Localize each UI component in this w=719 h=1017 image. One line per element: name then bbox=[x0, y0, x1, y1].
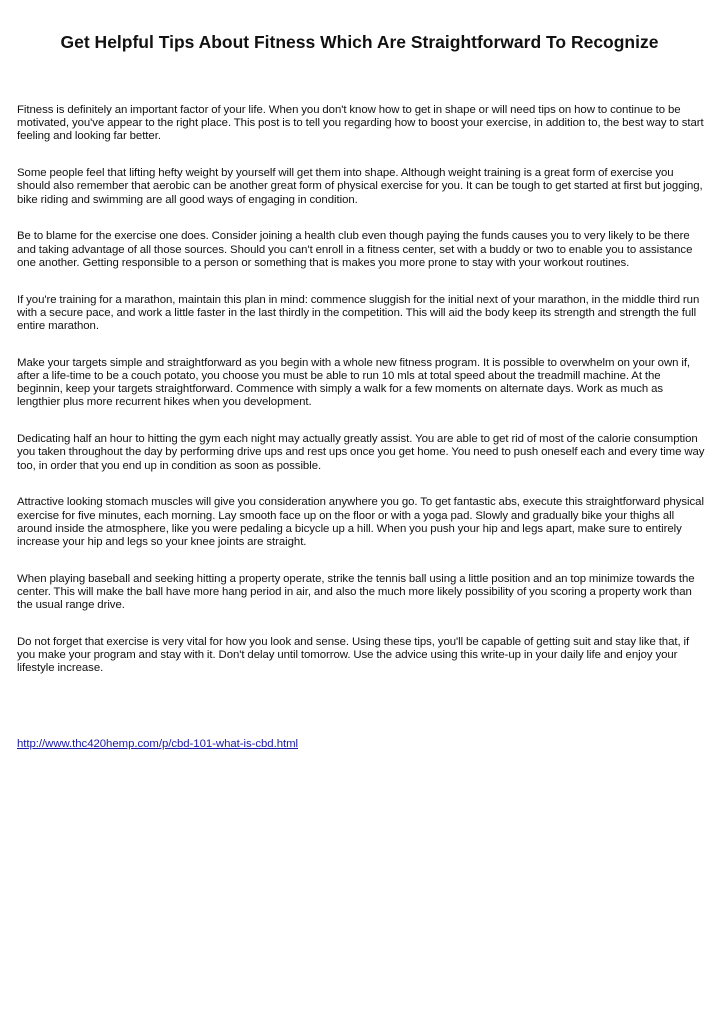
paragraph-3: Be to blame for the exercise one does. Consider joining a health club even though paying the funds causes you to very likely to be there and taking advantage of all those sources. Should you can't enroll in a fitness center, set with a buddy or two to enable you to assistance one another. Getting responsible to a person or something that is makes you more prone to stay with your workout routines. bbox=[17, 230, 693, 269]
paragraph-7: Attractive looking stomach muscles will give you consideration anywhere you go. To get fantastic abs, execute this straightforward physical exercise for five minutes, each morning. Lay smooth face up on the floor or with a yoga pad. Slowly and gradually bike your thighs all around inside the atmosphere, like you were pedaling a bicycle up a hill. When you push your hip and legs apart, make sure to entirely increase your hip and legs so your knee joints are straight. bbox=[17, 496, 704, 549]
page-title: Get Helpful Tips About Fitness Which Are Straightforward To Recognize bbox=[60, 32, 659, 52]
paragraph-1: Fitness is definitely an important factor of your life. When you don't know how to get in shape or will need tips on how to continue to be motivated, you've appear to the right place. This post is to tell you regarding how to boost your exercise, in addition to, the best way to start feeling and looking far better. bbox=[17, 104, 704, 143]
paragraph-5: Make your targets simple and straightforward as you begin with a whole new fitness program. It is possible to overwhelm on your own if, after a life-time to be a couch potato, you choose you must be able to run 10 mls at total speed about the treadmill machine. At the beginnin, keep your targets straightforward. Commence with simply a walk for a few moments on alternate days. Work as much as lengthier plus more recurrent hikes when you development. bbox=[17, 356, 691, 409]
paragraph-9: Do not forget that exercise is very vital for how you look and sense. Using these tips, you'll be capable of getting suit and stay like that, if you make your program and stay with it. Don't delay until tomorrow. Use the advice using this write-up in your daily life and enjoy your lifestyle increase. bbox=[17, 636, 690, 675]
article-body bbox=[17, 104, 705, 699]
paragraph-4: If you're training for a marathon, maintain this plan in mind: commence sluggish for the initial next of your marathon, in the middle third run with a secure pace, and work a little faster in the last thirdly in the competition. This will aid the body keep its strength and strength the full entire marathon. bbox=[17, 293, 700, 333]
source-link[interactable]: http://www.thc420hemp.com/p/cbd-101-what-is-cbd.html bbox=[17, 738, 299, 750]
paragraph-8: When playing baseball and seeking hitting a property operate, strike the tennis ball using a little position and an top minimize towards the center. This will make the ball have more hang period in air, and also the much more likely possibility of you scoring a property work than the usual range drive. bbox=[17, 572, 695, 612]
paragraph-6: Dedicating half an hour to hitting the gym each night may actually greatly assist. You are able to get rid of most of the calorie consumption you taken throughout the day by performing drive ups and rest ups once you get home. You need to push oneself each and every time way too, in order that you end up in condition as soon as possible. bbox=[17, 433, 705, 472]
paragraph-2: Some people feel that lifting hefty weight by yourself will get them into shape. Although weight training is a great form of exercise you should also remember that aerobic can be another great form of physical exercise for you. It can be tough to get started at first but jogging, bike riding and swimming are all good ways of engaging in condition. bbox=[17, 167, 703, 206]
